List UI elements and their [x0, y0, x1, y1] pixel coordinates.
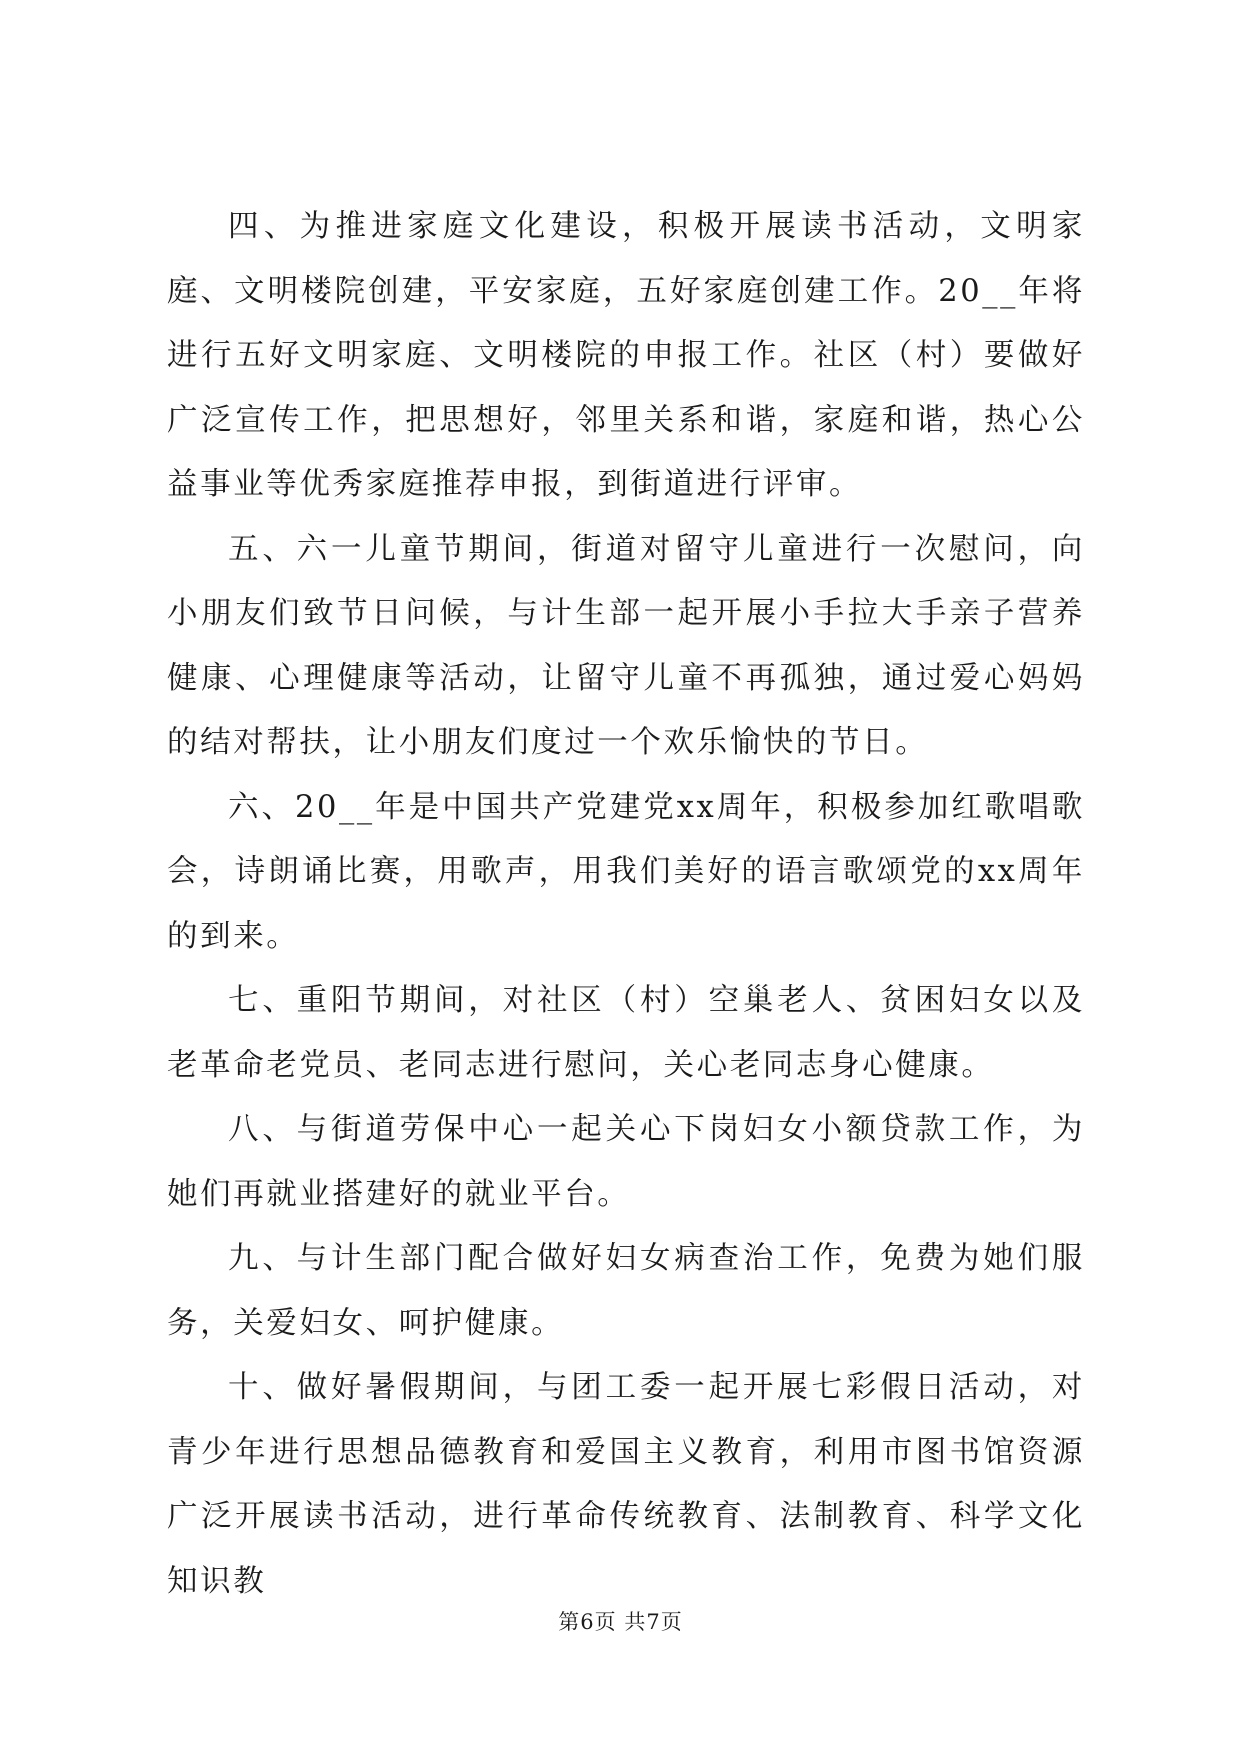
- paragraph-4: 四、为推进家庭文化建设，积极开展读书活动，文明家庭、文明楼院创建，平安家庭，五好家庭创建工作。20__年将进行五好文明家庭、文明楼院的申报工作。社区（村）要做好广泛宣传工作，把思想好，邻里关系和谐，家庭和谐，热心公益事业等优秀家庭推荐申报，到街道进行评审。: [167, 209, 1085, 502]
- paragraph-10: 十、做好暑假期间，与团工委一起开展七彩假日活动，对青少年进行思想品德教育和爱国主义教育，利用市图书馆资源广泛开展读书活动，进行革命传统教育、法制教育、科学文化知识教: [167, 1370, 1085, 1599]
- paragraph-7: 七、重阳节期间，对社区（村）空巢老人、贫困妇女以及老革命老党员、老同志进行慰问，关心老同志身心健康。: [167, 983, 1085, 1083]
- paragraph-8: 八、与街道劳保中心一起关心下岗妇女小额贷款工作，为她们再就业搭建好的就业平台。: [167, 1112, 1085, 1212]
- paragraph-5: 五、六一儿童节期间，街道对留守儿童进行一次慰问，向小朋友们致节日问候，与计生部一起开展小手拉大手亲子营养健康、心理健康等活动，让留守儿童不再孤独，通过爱心妈妈的结对帮扶，让小朋友们度过一个欢乐愉快的节日。: [167, 531, 1085, 760]
- paragraph-6: 六、20__年是中国共产党建党xx周年，积极参加红歌唱歌会，诗朗诵比赛，用歌声，用我们美好的语言歌颂党的xx周年的到来。: [167, 789, 1085, 954]
- page-footer: 第6页 共7页: [558, 1610, 683, 1634]
- paragraph-9: 九、与计生部门配合做好妇女病查治工作，免费为她们服务，关爱妇女、呵护健康。: [167, 1241, 1085, 1341]
- document-body: [167, 195, 1085, 1614]
